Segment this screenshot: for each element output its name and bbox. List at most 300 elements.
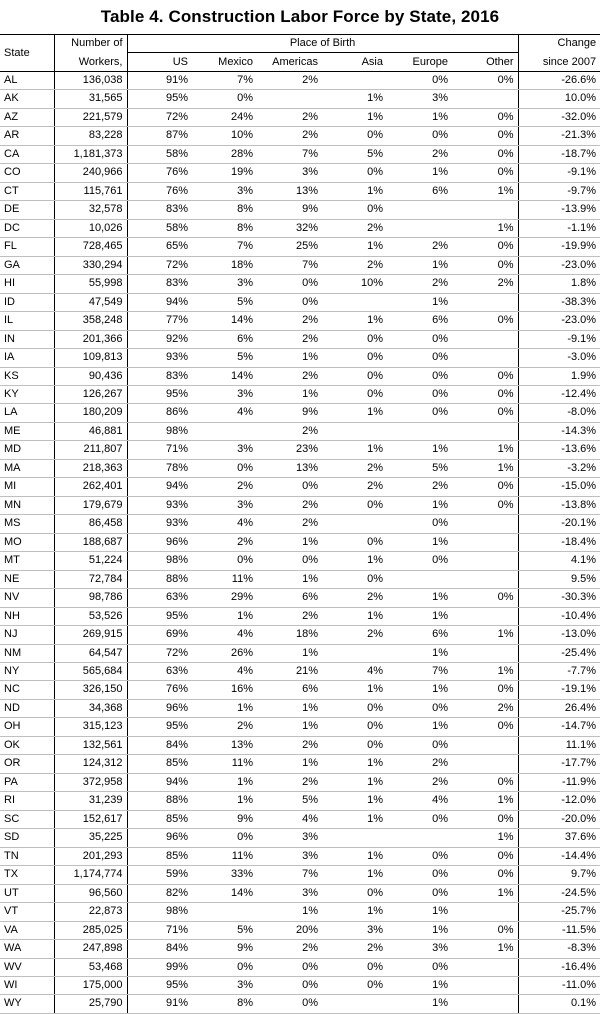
- cell-state: AR: [0, 127, 54, 145]
- cell-workers: 98,786: [54, 589, 127, 607]
- cell-change: -3.0%: [518, 349, 600, 367]
- cell-europe: 3%: [387, 90, 452, 108]
- cell-asia: 0%: [322, 699, 387, 717]
- cell-state: AL: [0, 72, 54, 90]
- cell-mexico: 14%: [192, 884, 257, 902]
- table-row: [0, 90, 600, 108]
- cell-other: [452, 995, 518, 1013]
- cell-other: 2%: [452, 275, 518, 293]
- cell-change: -25.7%: [518, 903, 600, 921]
- cell-other: [452, 736, 518, 754]
- cell-change: -11.0%: [518, 976, 600, 994]
- cell-americas: 3%: [257, 164, 322, 182]
- cell-europe: [387, 201, 452, 219]
- cell-americas: 20%: [257, 921, 322, 939]
- cell-workers: 96,560: [54, 884, 127, 902]
- cell-mexico: 5%: [192, 921, 257, 939]
- cell-change: -16.4%: [518, 958, 600, 976]
- cell-americas: 13%: [257, 459, 322, 477]
- cell-workers: 22,873: [54, 903, 127, 921]
- cell-asia: 0%: [322, 570, 387, 588]
- cell-state: MD: [0, 441, 54, 459]
- cell-workers: 86,458: [54, 515, 127, 533]
- cell-workers: 201,293: [54, 847, 127, 865]
- cell-asia: [322, 422, 387, 440]
- cell-europe: 0%: [387, 810, 452, 828]
- table-row: [0, 441, 600, 459]
- cell-asia: 1%: [322, 404, 387, 422]
- cell-mexico: 0%: [192, 459, 257, 477]
- cell-europe: 2%: [387, 275, 452, 293]
- header-other: Other: [452, 53, 518, 72]
- cell-other: 0%: [452, 847, 518, 865]
- cell-us: 72%: [127, 644, 192, 662]
- cell-workers: 35,225: [54, 829, 127, 847]
- cell-change: 9.5%: [518, 570, 600, 588]
- cell-asia: 2%: [322, 219, 387, 237]
- cell-asia: 1%: [322, 90, 387, 108]
- cell-change: -18.4%: [518, 533, 600, 551]
- cell-europe: 1%: [387, 995, 452, 1013]
- header-workers-line2: Workers,: [54, 53, 127, 72]
- cell-americas: 2%: [257, 127, 322, 145]
- cell-state: NC: [0, 681, 54, 699]
- cell-mexico: 8%: [192, 995, 257, 1013]
- cell-workers: 180,209: [54, 404, 127, 422]
- table-row: [0, 515, 600, 533]
- cell-europe: 0%: [387, 385, 452, 403]
- cell-asia: 5%: [322, 145, 387, 163]
- cell-other: [452, 293, 518, 311]
- cell-us: 58%: [127, 145, 192, 163]
- cell-workers: 326,150: [54, 681, 127, 699]
- header-state: State: [0, 35, 54, 72]
- cell-mexico: 14%: [192, 312, 257, 330]
- table-row: [0, 903, 600, 921]
- header-mexico: Mexico: [192, 53, 257, 72]
- cell-workers: 152,617: [54, 810, 127, 828]
- table-row: [0, 293, 600, 311]
- cell-workers: 247,898: [54, 940, 127, 958]
- cell-state: CA: [0, 145, 54, 163]
- cell-workers: 31,239: [54, 792, 127, 810]
- cell-workers: 34,368: [54, 699, 127, 717]
- cell-workers: 46,881: [54, 422, 127, 440]
- cell-other: 1%: [452, 829, 518, 847]
- table-row: [0, 145, 600, 163]
- table-row: [0, 773, 600, 791]
- cell-us: 94%: [127, 293, 192, 311]
- cell-state: ID: [0, 293, 54, 311]
- cell-other: 1%: [452, 626, 518, 644]
- cell-americas: 2%: [257, 108, 322, 126]
- cell-asia: [322, 293, 387, 311]
- cell-workers: 211,807: [54, 441, 127, 459]
- cell-mexico: 33%: [192, 866, 257, 884]
- cell-us: 77%: [127, 312, 192, 330]
- cell-state: MI: [0, 478, 54, 496]
- cell-americas: 0%: [257, 995, 322, 1013]
- cell-us: 72%: [127, 108, 192, 126]
- cell-state: VT: [0, 903, 54, 921]
- cell-americas: 1%: [257, 718, 322, 736]
- cell-americas: 2%: [257, 940, 322, 958]
- cell-mexico: 26%: [192, 644, 257, 662]
- table-row: [0, 182, 600, 200]
- cell-americas: 0%: [257, 293, 322, 311]
- cell-state: WA: [0, 940, 54, 958]
- cell-other: 1%: [452, 219, 518, 237]
- cell-mexico: 0%: [192, 552, 257, 570]
- cell-americas: 2%: [257, 330, 322, 348]
- cell-americas: 13%: [257, 182, 322, 200]
- table-row: [0, 626, 600, 644]
- table-row: [0, 792, 600, 810]
- cell-mexico: 24%: [192, 108, 257, 126]
- cell-europe: 6%: [387, 182, 452, 200]
- cell-other: 1%: [452, 182, 518, 200]
- cell-asia: 1%: [322, 607, 387, 625]
- header-us: US: [127, 53, 192, 72]
- cell-state: UT: [0, 884, 54, 902]
- cell-state: NJ: [0, 626, 54, 644]
- cell-americas: 0%: [257, 958, 322, 976]
- cell-americas: [257, 90, 322, 108]
- cell-americas: 5%: [257, 792, 322, 810]
- cell-asia: 1%: [322, 312, 387, 330]
- cell-asia: 1%: [322, 773, 387, 791]
- cell-us: 96%: [127, 533, 192, 551]
- cell-americas: 0%: [257, 275, 322, 293]
- cell-europe: 0%: [387, 404, 452, 422]
- cell-americas: 0%: [257, 478, 322, 496]
- cell-asia: 0%: [322, 496, 387, 514]
- cell-asia: [322, 995, 387, 1013]
- cell-us: 95%: [127, 718, 192, 736]
- cell-change: -30.3%: [518, 589, 600, 607]
- cell-state: OR: [0, 755, 54, 773]
- cell-mexico: 18%: [192, 256, 257, 274]
- cell-mexico: 1%: [192, 607, 257, 625]
- cell-other: 1%: [452, 792, 518, 810]
- cell-change: -13.9%: [518, 201, 600, 219]
- cell-europe: 1%: [387, 533, 452, 551]
- labor-force-table: [0, 34, 600, 1014]
- cell-europe: 5%: [387, 459, 452, 477]
- table-row: [0, 385, 600, 403]
- cell-us: 76%: [127, 681, 192, 699]
- table-row: [0, 644, 600, 662]
- cell-asia: 0%: [322, 884, 387, 902]
- cell-us: 96%: [127, 829, 192, 847]
- table-row: [0, 367, 600, 385]
- cell-change: -11.5%: [518, 921, 600, 939]
- cell-state: IN: [0, 330, 54, 348]
- cell-us: 98%: [127, 903, 192, 921]
- cell-asia: 0%: [322, 385, 387, 403]
- cell-us: 99%: [127, 958, 192, 976]
- cell-us: 86%: [127, 404, 192, 422]
- cell-europe: 0%: [387, 552, 452, 570]
- cell-other: [452, 349, 518, 367]
- cell-europe: 1%: [387, 681, 452, 699]
- table-row: [0, 829, 600, 847]
- cell-mexico: 3%: [192, 275, 257, 293]
- cell-workers: 115,761: [54, 182, 127, 200]
- cell-asia: 1%: [322, 552, 387, 570]
- cell-mexico: [192, 903, 257, 921]
- cell-asia: 1%: [322, 847, 387, 865]
- table-row: [0, 940, 600, 958]
- cell-mexico: 11%: [192, 570, 257, 588]
- table-row: [0, 127, 600, 145]
- cell-state: MT: [0, 552, 54, 570]
- cell-americas: 4%: [257, 810, 322, 828]
- cell-workers: 358,248: [54, 312, 127, 330]
- cell-change: -8.0%: [518, 404, 600, 422]
- cell-americas: 2%: [257, 367, 322, 385]
- cell-americas: 3%: [257, 847, 322, 865]
- cell-state: WV: [0, 958, 54, 976]
- cell-us: 83%: [127, 275, 192, 293]
- cell-americas: 1%: [257, 349, 322, 367]
- cell-other: [452, 958, 518, 976]
- cell-other: 0%: [452, 496, 518, 514]
- cell-us: 78%: [127, 459, 192, 477]
- cell-americas: 23%: [257, 441, 322, 459]
- cell-europe: 1%: [387, 293, 452, 311]
- cell-mexico: 1%: [192, 773, 257, 791]
- cell-europe: 1%: [387, 976, 452, 994]
- cell-mexico: 7%: [192, 72, 257, 90]
- cell-europe: 0%: [387, 884, 452, 902]
- cell-americas: 1%: [257, 644, 322, 662]
- cell-americas: 0%: [257, 552, 322, 570]
- cell-americas: 1%: [257, 570, 322, 588]
- cell-asia: 10%: [322, 275, 387, 293]
- cell-asia: 0%: [322, 164, 387, 182]
- cell-workers: 47,549: [54, 293, 127, 311]
- table-row: [0, 422, 600, 440]
- cell-other: [452, 644, 518, 662]
- cell-us: 94%: [127, 478, 192, 496]
- table-row: [0, 219, 600, 237]
- cell-us: 76%: [127, 182, 192, 200]
- header-europe: Europe: [387, 53, 452, 72]
- cell-mexico: 11%: [192, 755, 257, 773]
- cell-us: 76%: [127, 164, 192, 182]
- cell-europe: 6%: [387, 626, 452, 644]
- cell-workers: 1,181,373: [54, 145, 127, 163]
- cell-state: WI: [0, 976, 54, 994]
- cell-other: [452, 607, 518, 625]
- cell-state: AK: [0, 90, 54, 108]
- cell-americas: 3%: [257, 829, 322, 847]
- cell-other: 0%: [452, 718, 518, 736]
- cell-change: -14.7%: [518, 718, 600, 736]
- cell-workers: 31,565: [54, 90, 127, 108]
- cell-change: -15.0%: [518, 478, 600, 496]
- cell-change: -17.7%: [518, 755, 600, 773]
- cell-mexico: 3%: [192, 441, 257, 459]
- cell-change: -24.5%: [518, 884, 600, 902]
- cell-us: 95%: [127, 976, 192, 994]
- cell-other: 0%: [452, 681, 518, 699]
- cell-other: 0%: [452, 367, 518, 385]
- cell-workers: 124,312: [54, 755, 127, 773]
- cell-americas: 1%: [257, 699, 322, 717]
- cell-change: 1.8%: [518, 275, 600, 293]
- table-row: [0, 256, 600, 274]
- cell-change: -18.7%: [518, 145, 600, 163]
- table-row: [0, 884, 600, 902]
- cell-americas: 6%: [257, 589, 322, 607]
- table-row: [0, 459, 600, 477]
- table-row: [0, 866, 600, 884]
- cell-asia: 2%: [322, 626, 387, 644]
- cell-workers: 262,401: [54, 478, 127, 496]
- cell-mexico: [192, 422, 257, 440]
- cell-us: 98%: [127, 422, 192, 440]
- cell-us: 83%: [127, 201, 192, 219]
- cell-change: -20.1%: [518, 515, 600, 533]
- cell-asia: 1%: [322, 238, 387, 256]
- cell-mexico: 1%: [192, 792, 257, 810]
- cell-mexico: 11%: [192, 847, 257, 865]
- cell-other: [452, 755, 518, 773]
- cell-europe: 4%: [387, 792, 452, 810]
- cell-europe: 0%: [387, 349, 452, 367]
- cell-change: 10.0%: [518, 90, 600, 108]
- cell-other: [452, 570, 518, 588]
- cell-other: 1%: [452, 441, 518, 459]
- cell-state: WY: [0, 995, 54, 1013]
- cell-asia: 1%: [322, 903, 387, 921]
- cell-state: NE: [0, 570, 54, 588]
- cell-europe: 0%: [387, 736, 452, 754]
- cell-change: -14.3%: [518, 422, 600, 440]
- cell-europe: 0%: [387, 127, 452, 145]
- cell-asia: 2%: [322, 940, 387, 958]
- table-row: [0, 663, 600, 681]
- cell-workers: 269,915: [54, 626, 127, 644]
- cell-change: -7.7%: [518, 663, 600, 681]
- cell-americas: 7%: [257, 256, 322, 274]
- cell-workers: 55,998: [54, 275, 127, 293]
- cell-mexico: 3%: [192, 496, 257, 514]
- table-row: [0, 736, 600, 754]
- cell-europe: 3%: [387, 940, 452, 958]
- cell-state: TN: [0, 847, 54, 865]
- cell-other: 0%: [452, 810, 518, 828]
- cell-asia: 0%: [322, 127, 387, 145]
- cell-workers: 72,784: [54, 570, 127, 588]
- cell-asia: [322, 829, 387, 847]
- cell-mexico: 3%: [192, 976, 257, 994]
- cell-americas: 2%: [257, 736, 322, 754]
- cell-change: -12.0%: [518, 792, 600, 810]
- cell-state: HI: [0, 275, 54, 293]
- cell-workers: 53,468: [54, 958, 127, 976]
- cell-state: OH: [0, 718, 54, 736]
- cell-asia: [322, 515, 387, 533]
- header-change-line2: since 2007: [518, 53, 600, 72]
- cell-other: 0%: [452, 256, 518, 274]
- cell-europe: 0%: [387, 367, 452, 385]
- cell-europe: 2%: [387, 773, 452, 791]
- cell-other: [452, 976, 518, 994]
- cell-europe: 1%: [387, 903, 452, 921]
- cell-other: 0%: [452, 478, 518, 496]
- table-row: [0, 699, 600, 717]
- cell-mexico: 0%: [192, 90, 257, 108]
- cell-mexico: 13%: [192, 736, 257, 754]
- cell-state: OK: [0, 736, 54, 754]
- cell-us: 98%: [127, 552, 192, 570]
- cell-us: 93%: [127, 349, 192, 367]
- cell-europe: [387, 570, 452, 588]
- cell-workers: 25,790: [54, 995, 127, 1013]
- cell-americas: 0%: [257, 976, 322, 994]
- header-place-of-birth: Place of Birth: [127, 35, 518, 53]
- cell-change: -25.4%: [518, 644, 600, 662]
- cell-other: 0%: [452, 773, 518, 791]
- cell-asia: 0%: [322, 367, 387, 385]
- cell-workers: 132,561: [54, 736, 127, 754]
- cell-change: -23.0%: [518, 312, 600, 330]
- cell-change: -1.1%: [518, 219, 600, 237]
- table-row: [0, 995, 600, 1013]
- cell-europe: 2%: [387, 238, 452, 256]
- table-row: [0, 312, 600, 330]
- cell-europe: 7%: [387, 663, 452, 681]
- cell-mexico: 6%: [192, 330, 257, 348]
- cell-us: 72%: [127, 256, 192, 274]
- cell-us: 88%: [127, 792, 192, 810]
- cell-state: CT: [0, 182, 54, 200]
- table-row: [0, 589, 600, 607]
- cell-americas: 2%: [257, 607, 322, 625]
- cell-mexico: 28%: [192, 145, 257, 163]
- cell-state: AZ: [0, 108, 54, 126]
- table-row: [0, 404, 600, 422]
- cell-other: 1%: [452, 940, 518, 958]
- table-row: [0, 681, 600, 699]
- cell-mexico: 5%: [192, 293, 257, 311]
- cell-state: PA: [0, 773, 54, 791]
- cell-state: CO: [0, 164, 54, 182]
- table-row: [0, 958, 600, 976]
- header-americas: Americas: [257, 53, 322, 72]
- cell-state: DC: [0, 219, 54, 237]
- cell-asia: 1%: [322, 441, 387, 459]
- cell-other: [452, 90, 518, 108]
- cell-europe: 0%: [387, 847, 452, 865]
- cell-asia: 1%: [322, 810, 387, 828]
- cell-mexico: 4%: [192, 404, 257, 422]
- cell-workers: 10,026: [54, 219, 127, 237]
- table-row: [0, 533, 600, 551]
- table-row: [0, 201, 600, 219]
- cell-change: -13.6%: [518, 441, 600, 459]
- table-row: [0, 164, 600, 182]
- cell-workers: 188,687: [54, 533, 127, 551]
- cell-us: 92%: [127, 330, 192, 348]
- cell-europe: 2%: [387, 145, 452, 163]
- cell-americas: 32%: [257, 219, 322, 237]
- cell-europe: 0%: [387, 330, 452, 348]
- cell-europe: 1%: [387, 644, 452, 662]
